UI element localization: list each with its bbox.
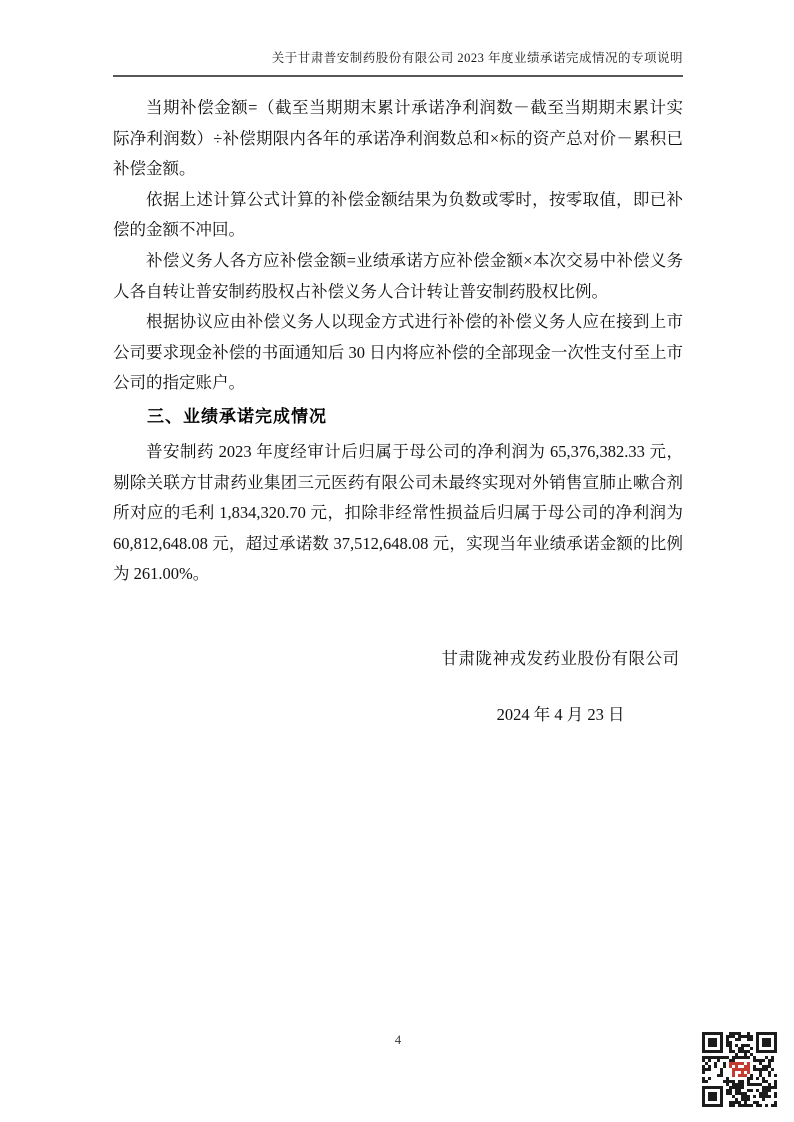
paragraph-cash-payment: 根据协议应由补偿义务人以现金方式进行补偿的补偿义务人应在接到上市公司要求现金补偿的书面通知后 30 日内将应补偿的全部现金一次性支付至上市公司的指定账户。 xyxy=(113,312,683,393)
paragraph-zero-rule: 依据上述计算公式计算的补偿金额结果为负数或零时，按零取值，即已补偿的金额不冲回。 xyxy=(113,189,683,240)
running-header: 关于甘肃普安制药股份有限公司 2023 年度业绩承诺完成情况的专项说明 xyxy=(113,48,683,77)
paragraph-performance-result: 普安制药 2023 年度经审计后归属于母公司的净利润为 65,376,382.33 元，剔除关联方甘肃药业集团三元医药有限公司未最终实现对外销售宣肺止嗽合剂所对应的毛利 1,834,320.70 元，扣除非经常性损益后归属于母公司的净利润为 60,812,648.08 元，超过承诺数 37,512,648.08 元，实现当年业绩承诺金额的比例为 261.00%。 xyxy=(113,441,683,584)
paragraph-obligor-split: 补偿义务人各方应补偿金额=业绩承诺方应补偿金额×本次交易中补偿义务人各自转让普安制药股权占补偿义务人合计转让普安制药股权比例。 xyxy=(113,250,683,301)
qr-code xyxy=(702,1032,777,1107)
paragraph-compensation-formula: 当期补偿金额=（截至当期期末累计承诺净利润数－截至当期期末累计实际净利润数）÷补偿期限内各年的承诺净利润数总和×标的资产总对价－累积已补偿金额。 xyxy=(113,98,683,179)
signature-date: 2024 年 4 月 23 日 xyxy=(496,705,625,724)
signature-company-name: 甘肃陇神戎发药业股份有限公司 xyxy=(441,649,680,668)
document-body xyxy=(113,93,683,590)
section-heading-performance-completion: 三、业绩承诺完成情况 xyxy=(147,406,327,426)
signature-block xyxy=(438,645,683,725)
page-number: 4 xyxy=(394,1033,402,1047)
